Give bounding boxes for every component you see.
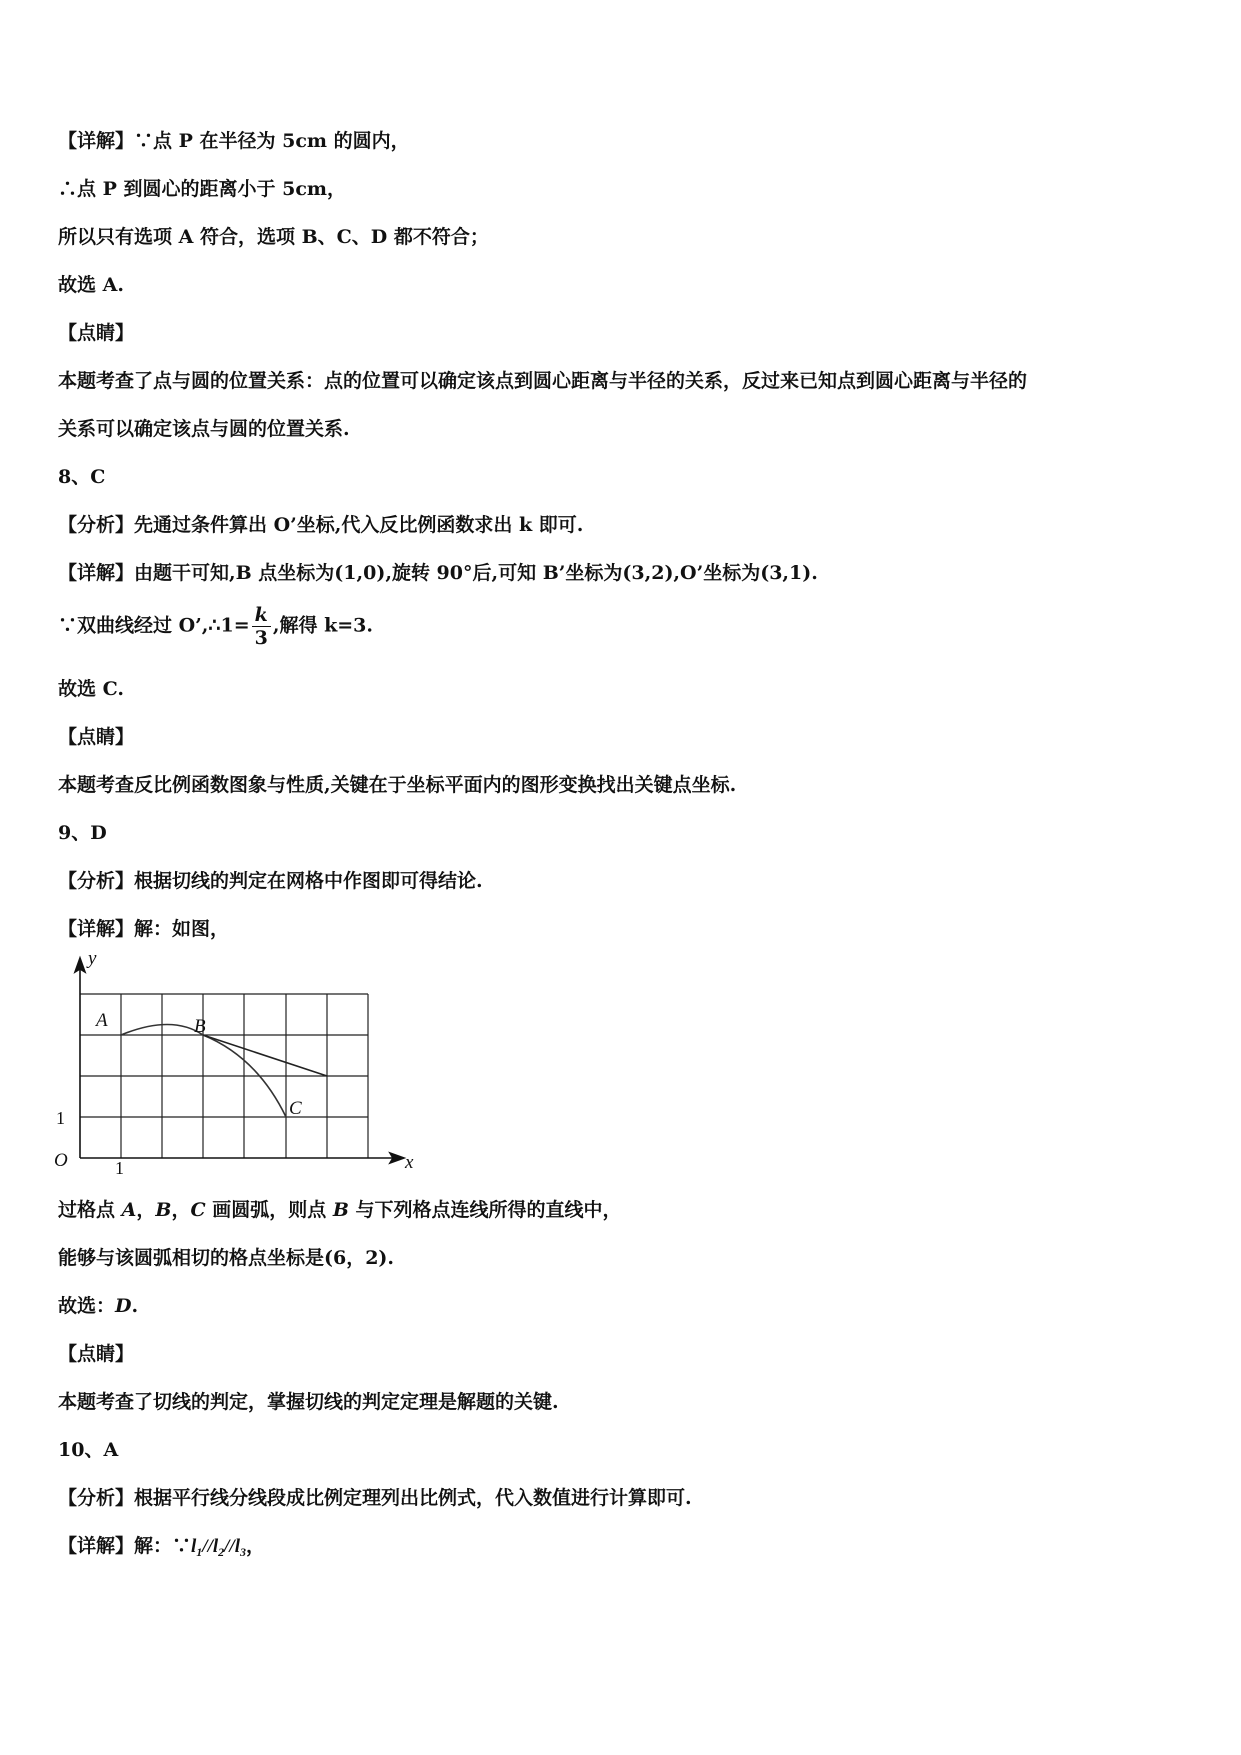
q9-after-line1 bbox=[58, 1196, 622, 1224]
l3-symbol: l bbox=[234, 1536, 240, 1557]
q7-choose: 故选 A. bbox=[58, 274, 124, 296]
q7-note-line2: 关系可以确定该点与圆的位置关系. bbox=[58, 418, 350, 440]
q9-note-head: 【点睛】 bbox=[58, 1343, 135, 1365]
q9-choose-d: D bbox=[115, 1295, 132, 1317]
q9-point-a: A bbox=[121, 1199, 137, 1221]
point-a-label: A bbox=[96, 1010, 108, 1031]
l2-symbol: l bbox=[212, 1536, 219, 1557]
q9-point-b2: B bbox=[332, 1199, 349, 1221]
q9-after-post: 与下列格点连线所得的直线中， bbox=[348, 1199, 622, 1221]
q9-after-mid: 画圆弧，则点 bbox=[205, 1199, 333, 1221]
fraction-denominator: 3 bbox=[254, 627, 268, 649]
q8-formula-pre: ∵双曲线经过 O’,∴1= bbox=[58, 614, 250, 637]
q8-number: 8、C bbox=[58, 466, 106, 488]
q9-choose-pre: 故选： bbox=[58, 1295, 116, 1317]
l3-subscript: 3 bbox=[239, 1545, 246, 1559]
parallel-2: // bbox=[224, 1536, 235, 1557]
q8-choose: 故选 C. bbox=[58, 678, 125, 700]
l1-symbol: l bbox=[191, 1536, 197, 1557]
q10-detail-end: ， bbox=[245, 1535, 265, 1557]
l1-subscript: 1 bbox=[196, 1545, 203, 1559]
axes bbox=[75, 958, 404, 1163]
q7-detail: 【详解】∵点 P 在半径为 5cm 的圆内， bbox=[58, 130, 410, 152]
q9-choose bbox=[58, 1292, 138, 1320]
q9-number: 9、D bbox=[58, 822, 107, 844]
q9-after-pre: 过格点 bbox=[58, 1199, 122, 1221]
q8-note-head: 【点睛】 bbox=[58, 726, 135, 748]
q9-analysis: 【分析】根据切线的判定在网格中作图即可得结论. bbox=[58, 870, 483, 892]
parallel-1: // bbox=[202, 1536, 213, 1557]
q8-detail: 【详解】由题干可知,B 点坐标为(1,0),旋转 90°后,可知 B’坐标为(3,2),O’坐标为(3,1). bbox=[58, 562, 818, 584]
q8-formula-line bbox=[58, 604, 373, 649]
x-tick-1: 1 bbox=[115, 1158, 124, 1178]
q8-analysis: 【分析】先通过条件算出 O’坐标,代入反比例函数求出 k 即可. bbox=[58, 514, 584, 536]
q7-note-line1: 本题考查了点与圆的位置关系：点的位置可以确定该点到圆心距离与半径的关系，反过来已知点到圆心距离与半径的 bbox=[58, 370, 1028, 392]
origin-label: O bbox=[54, 1150, 68, 1171]
q9-point-b: B bbox=[155, 1199, 172, 1221]
l2-subscript: 2 bbox=[218, 1545, 225, 1559]
q10-detail-pre: 【详解】解：∵ bbox=[58, 1535, 192, 1557]
x-axis-arrow-icon bbox=[390, 1153, 404, 1163]
fraction-numerator: k bbox=[252, 604, 271, 627]
y-tick-1: 1 bbox=[56, 1108, 65, 1128]
q9-detail: 【详解】解：如图， bbox=[58, 918, 230, 940]
q9-sep1: ， bbox=[136, 1199, 156, 1221]
q7-line3: 所以只有选项 A 符合，选项 B、C、D 都不符合； bbox=[58, 226, 489, 248]
q9-choose-post: . bbox=[131, 1295, 139, 1317]
q9-point-c: C bbox=[190, 1199, 206, 1221]
q10-analysis: 【分析】根据平行线分线段成比例定理列出比例式，代入数值进行计算即可. bbox=[58, 1487, 692, 1509]
q9-after-line2: 能够与该圆弧相切的格点坐标是(6，2). bbox=[58, 1247, 395, 1269]
grid-figure bbox=[52, 948, 414, 1178]
x-axis-label: x bbox=[405, 1152, 414, 1173]
q10-number: 10、A bbox=[58, 1439, 119, 1461]
y-axis-arrow-icon bbox=[75, 958, 85, 972]
q9-note: 本题考查了切线的判定，掌握切线的判定定理是解题的关键. bbox=[58, 1391, 559, 1413]
point-b-label: B bbox=[194, 1016, 206, 1037]
k-over-3-fraction bbox=[252, 604, 271, 649]
q7-line2: ∴点 P 到圆心的距离小于 5cm， bbox=[58, 178, 347, 200]
q8-formula-post: ,解得 k=3. bbox=[272, 614, 374, 637]
tangent-line bbox=[203, 1035, 327, 1076]
y-axis-label: y bbox=[88, 948, 97, 969]
point-c-label: C bbox=[289, 1098, 302, 1119]
q7-note-head: 【点睛】 bbox=[58, 322, 135, 344]
q10-detail bbox=[58, 1532, 265, 1566]
q9-sep2: ， bbox=[171, 1199, 191, 1221]
q8-note: 本题考查反比例函数图象与性质,关键在于坐标平面内的图形变换找出关键点坐标. bbox=[58, 774, 737, 796]
